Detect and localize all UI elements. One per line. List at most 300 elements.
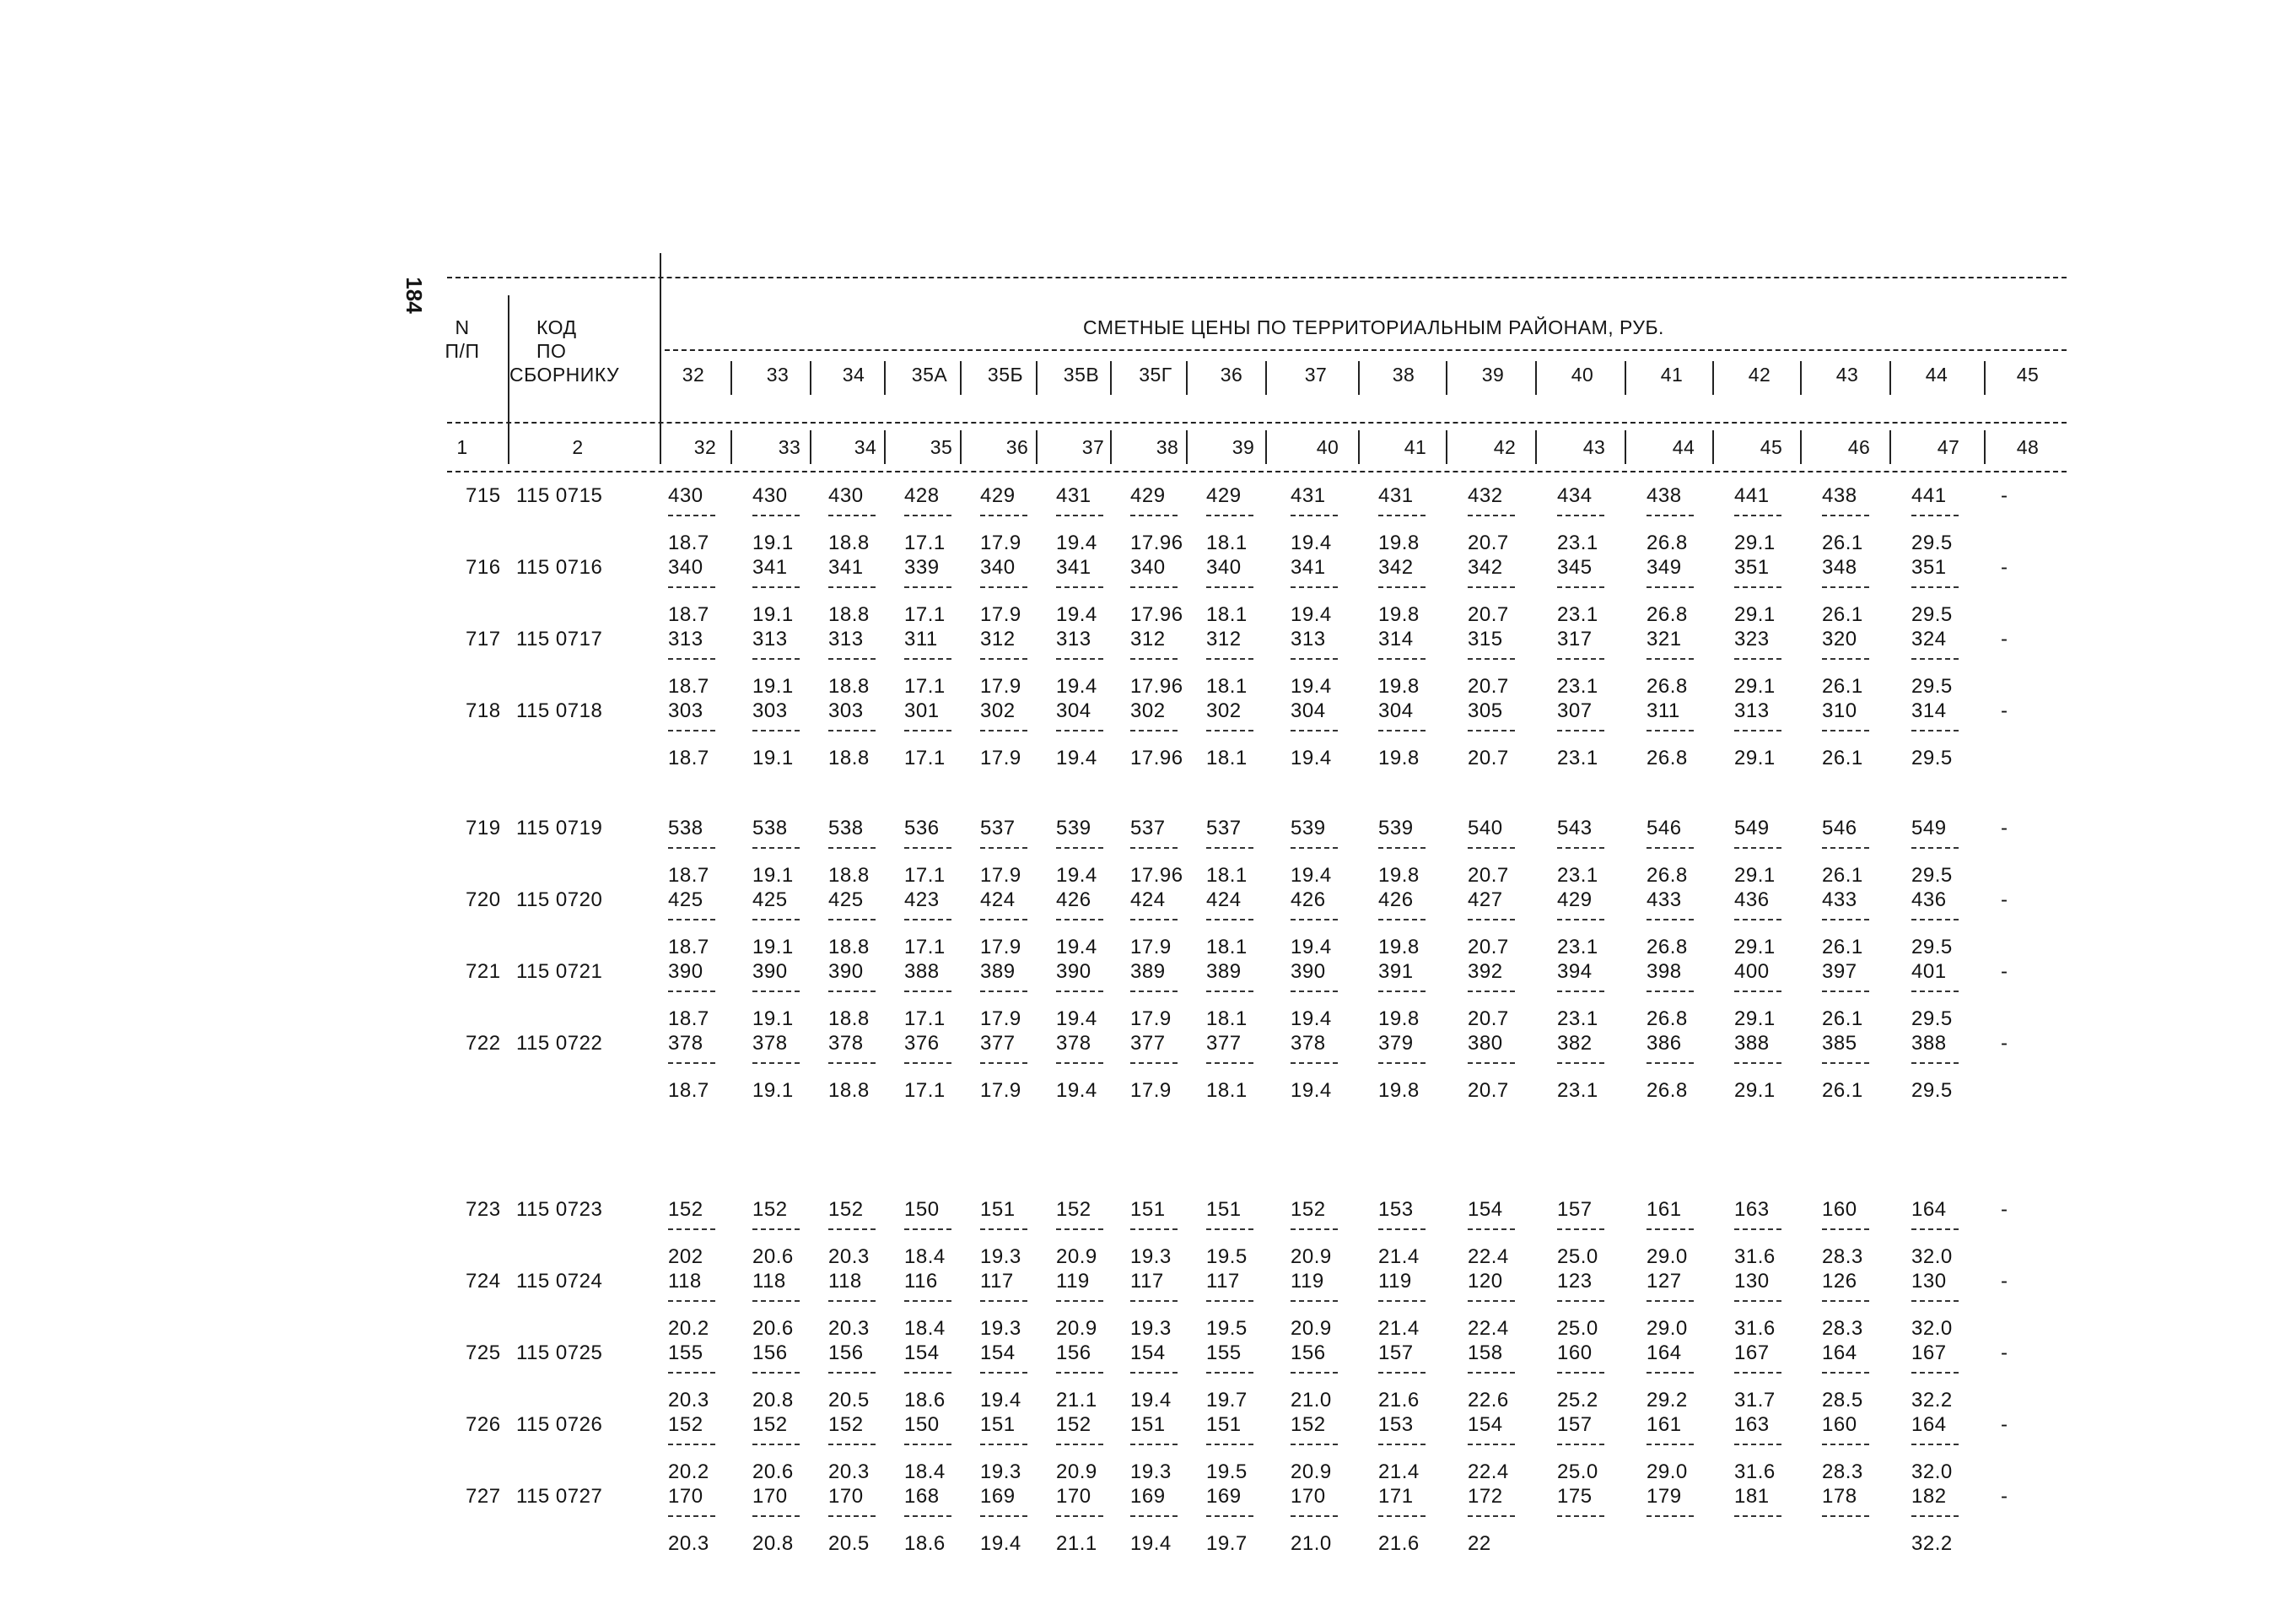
header-vline-region [960, 361, 962, 395]
price-bottom: 17.1 [904, 532, 946, 554]
price-top: 305 [1468, 699, 1503, 722]
price-bottom: 21.6 [1378, 1389, 1420, 1412]
fraction-line [668, 1062, 715, 1064]
region-label: 39 [1481, 364, 1505, 386]
price-top: 388 [1911, 1032, 1947, 1055]
row-number: 720 [466, 888, 501, 911]
price-bottom: 23.1 [1557, 603, 1598, 626]
fraction-line [1822, 586, 1869, 588]
price-top: 324 [1911, 628, 1947, 650]
price-bottom: 20.7 [1468, 864, 1509, 887]
price-top: 158 [1468, 1341, 1503, 1364]
price-bottom: 19.5 [1206, 1460, 1248, 1483]
fraction-line [1206, 730, 1253, 731]
header-vline-region [1535, 361, 1537, 395]
price-bottom: 18.8 [828, 864, 870, 887]
fraction-line [904, 1228, 951, 1230]
price-top: 302 [980, 699, 1016, 722]
price-top: 348 [1822, 556, 1857, 579]
fraction-line [1647, 919, 1694, 920]
price-bottom: 29.0 [1647, 1245, 1688, 1268]
row-number: 717 [466, 628, 501, 650]
price-bottom: 19.3 [980, 1460, 1021, 1483]
price-bottom: 20.2 [668, 1460, 709, 1483]
price-bottom: 22.4 [1468, 1317, 1509, 1340]
fraction-line [980, 919, 1027, 920]
fraction-line [1911, 1372, 1959, 1374]
price-bottom: 19.4 [1130, 1389, 1172, 1412]
price-bottom: 19.1 [752, 936, 794, 958]
fraction-line [1734, 1444, 1781, 1445]
price-bottom: 20.3 [668, 1532, 709, 1555]
header-vline-colnum [1535, 430, 1537, 464]
fraction-line [1911, 847, 1959, 849]
fraction-line [668, 1515, 715, 1517]
price-bottom: 25.0 [1557, 1245, 1598, 1268]
column-number: 42 [1493, 436, 1517, 458]
price-top: 157 [1557, 1198, 1593, 1221]
price-top: 313 [1291, 628, 1326, 650]
price-top: 390 [1291, 960, 1326, 983]
row-number: 716 [466, 556, 501, 579]
price-top: 152 [828, 1413, 864, 1436]
fraction-line [1056, 1300, 1103, 1302]
price-top: 312 [980, 628, 1016, 650]
row-number: 723 [466, 1198, 501, 1221]
price-top: 163 [1734, 1413, 1770, 1436]
price-bottom: 19.3 [1130, 1245, 1172, 1268]
region-label: 32 [682, 364, 705, 386]
price-bottom: 19.4 [1291, 864, 1332, 887]
price-bottom: 26.1 [1822, 864, 1863, 887]
price-bottom: 19.3 [980, 1317, 1021, 1340]
price-bottom: 19.8 [1378, 747, 1420, 769]
fraction-line [1130, 586, 1178, 588]
price-bottom: 202 [668, 1245, 703, 1268]
price-top: 130 [1734, 1270, 1770, 1293]
code-label-sbornik: СБОРНИКУ [509, 364, 620, 386]
fraction-line [1647, 1515, 1694, 1517]
fraction-line [1291, 991, 1338, 992]
fraction-line [1130, 1372, 1178, 1374]
price-top: 321 [1647, 628, 1682, 650]
column-number: 36 [1005, 436, 1029, 458]
price-top: 152 [1291, 1413, 1326, 1436]
fraction-line [980, 586, 1027, 588]
fraction-line [1130, 1228, 1178, 1230]
fraction-line [828, 847, 876, 849]
fraction-line [1378, 919, 1426, 920]
fraction-line [904, 515, 951, 516]
header-vline-colnum [1186, 430, 1188, 464]
fraction-line [1557, 586, 1604, 588]
price-bottom: 20.6 [752, 1245, 794, 1268]
price-top: 157 [1378, 1341, 1414, 1364]
price-top: 323 [1734, 628, 1770, 650]
price-bottom: 19.3 [980, 1245, 1021, 1268]
fraction-line [752, 919, 800, 920]
price-top: 426 [1291, 888, 1326, 911]
header-vline-colnum [1265, 430, 1267, 464]
price-bottom: 23.1 [1557, 864, 1598, 887]
fraction-line [828, 1228, 876, 1230]
price-bottom: 18.7 [668, 936, 709, 958]
price-top: 302 [1206, 699, 1242, 722]
price-bottom: 32.0 [1911, 1460, 1953, 1483]
price-top: 117 [1130, 1270, 1164, 1293]
column-number: 33 [778, 436, 801, 458]
price-top: 126 [1822, 1270, 1857, 1293]
fraction-line [1291, 658, 1338, 660]
fraction-line [980, 730, 1027, 731]
fraction-line [1911, 1515, 1959, 1517]
price-top: 539 [1378, 817, 1414, 839]
price-bottom: 29.1 [1734, 936, 1776, 958]
price-top: 388 [1734, 1032, 1770, 1055]
price-top: 549 [1911, 817, 1947, 839]
price-bottom: 17.9 [1130, 1007, 1172, 1030]
price-bottom: 22.4 [1468, 1245, 1509, 1268]
fraction-line [980, 1372, 1027, 1374]
header-col-rule [447, 422, 2067, 424]
fraction-line [668, 1444, 715, 1445]
price-top: 151 [1130, 1413, 1166, 1436]
price-top: 342 [1468, 556, 1503, 579]
price-bottom: 19.4 [1291, 603, 1332, 626]
price-top: 342 [1378, 556, 1414, 579]
fraction-line [1557, 730, 1604, 731]
row-number: 725 [466, 1341, 501, 1364]
fraction-line [1468, 658, 1515, 660]
price-top: 152 [752, 1413, 788, 1436]
price-top: 434 [1557, 484, 1593, 507]
price-top: 160 [1822, 1198, 1857, 1221]
fraction-line [828, 1300, 876, 1302]
price-bottom: 28.5 [1822, 1389, 1863, 1412]
fraction-line [1378, 1372, 1426, 1374]
price-bottom: 19.5 [1206, 1245, 1248, 1268]
fraction-line [904, 586, 951, 588]
fraction-line [752, 847, 800, 849]
price-bottom: 18.1 [1206, 1007, 1248, 1030]
price-bottom: 29.5 [1911, 936, 1953, 958]
price-bottom: 17.9 [980, 1079, 1021, 1102]
fraction-line [1130, 991, 1178, 992]
price-top: 429 [1206, 484, 1242, 507]
column-number: 45 [1760, 436, 1783, 458]
price-top: 161 [1647, 1198, 1682, 1221]
fraction-line [1468, 515, 1515, 516]
price-bottom: 26.1 [1822, 603, 1863, 626]
price-bottom: 17.9 [980, 1007, 1021, 1030]
region-label: 35А [911, 364, 948, 386]
price-bottom: 17.1 [904, 936, 946, 958]
fraction-line [1291, 1515, 1338, 1517]
fraction-line [1557, 1515, 1604, 1517]
price-bottom: 29.1 [1734, 675, 1776, 698]
fraction-line [828, 919, 876, 920]
price-bottom: 26.8 [1647, 675, 1688, 698]
fraction-line [828, 1062, 876, 1064]
price-top: 401 [1911, 960, 1947, 983]
price-top: 388 [904, 960, 940, 983]
fraction-line [1647, 1372, 1694, 1374]
fraction-line [1206, 1372, 1253, 1374]
price-bottom: 17.9 [1130, 936, 1172, 958]
price-top: 127 [1647, 1270, 1682, 1293]
column-number: 44 [1672, 436, 1695, 458]
price-bottom: 19.8 [1378, 864, 1420, 887]
fraction-line [1468, 1228, 1515, 1230]
price-top: 549 [1734, 817, 1770, 839]
price-top: 154 [904, 1341, 940, 1364]
fraction-line [1130, 515, 1178, 516]
price-bottom: 26.8 [1647, 603, 1688, 626]
column-number: 40 [1316, 436, 1339, 458]
price-top: 538 [828, 817, 864, 839]
price-top: 397 [1822, 960, 1857, 983]
row-code: 115 0721 [516, 960, 603, 983]
price-top: 424 [1130, 888, 1166, 911]
price-bottom: 19.3 [1130, 1317, 1172, 1340]
price-bottom: 19.4 [1056, 747, 1097, 769]
fraction-line [1911, 658, 1959, 660]
fraction-line [904, 991, 951, 992]
fraction-line [1557, 1372, 1604, 1374]
fraction-line [1130, 658, 1178, 660]
price-top: 537 [980, 817, 1016, 839]
price-bottom: 21.1 [1056, 1389, 1097, 1412]
price-bottom: 29.5 [1911, 1007, 1953, 1030]
code-label-po: ПО [536, 340, 567, 362]
column-number: 37 [1081, 436, 1105, 458]
price-bottom: 19.5 [1206, 1317, 1248, 1340]
price-bottom: 23.1 [1557, 747, 1598, 769]
price-bottom: 26.8 [1647, 747, 1688, 769]
fraction-line [1206, 1062, 1253, 1064]
price-top: 181 [1734, 1485, 1770, 1508]
price-bottom: 19.4 [1056, 603, 1097, 626]
price-bottom: 18.6 [904, 1389, 946, 1412]
price-top: 153 [1378, 1413, 1414, 1436]
row-number: 726 [466, 1413, 501, 1436]
column-number: 1 [456, 436, 468, 458]
fraction-line [1378, 730, 1426, 731]
region-label: 41 [1660, 364, 1684, 386]
fraction-line [668, 1300, 715, 1302]
price-bottom: 26.8 [1647, 936, 1688, 958]
num-label-pp: П/П [445, 340, 480, 362]
fraction-line [1647, 847, 1694, 849]
price-top: 307 [1557, 699, 1593, 722]
region-label: 38 [1392, 364, 1415, 386]
price-top: 312 [1130, 628, 1166, 650]
price-top: 424 [1206, 888, 1242, 911]
price-bottom: 29.5 [1911, 675, 1953, 698]
fraction-line [1734, 730, 1781, 731]
fraction-line [668, 515, 715, 516]
region-label: 35Б [987, 364, 1024, 386]
price-top: 441 [1734, 484, 1770, 507]
row-code: 115 0720 [516, 888, 603, 911]
fraction-line [668, 919, 715, 920]
fraction-line [752, 1062, 800, 1064]
price-top: 152 [752, 1198, 788, 1221]
fraction-line [1130, 1444, 1178, 1445]
fraction-line [980, 1515, 1027, 1517]
column-number: 41 [1404, 436, 1427, 458]
fraction-line [1822, 658, 1869, 660]
fraction-line [1468, 730, 1515, 731]
price-top: 302 [1130, 699, 1166, 722]
price-bottom: 18.1 [1206, 603, 1248, 626]
price-top: 315 [1468, 628, 1503, 650]
fraction-line [668, 1228, 715, 1230]
region-label: 43 [1835, 364, 1859, 386]
price-bottom: 18.7 [668, 675, 709, 698]
price-top: 377 [1130, 1032, 1166, 1055]
price-top: 182 [1911, 1485, 1947, 1508]
price-bottom: 20.5 [828, 1532, 870, 1555]
price-bottom: 19.1 [752, 532, 794, 554]
fraction-line [1206, 658, 1253, 660]
price-bottom: 29.2 [1647, 1389, 1688, 1412]
column-number: 2 [572, 436, 584, 458]
price-top: 301 [904, 699, 940, 722]
fraction-line [1734, 658, 1781, 660]
fraction-line [1911, 730, 1959, 731]
price-top: 311 [904, 628, 938, 650]
price-top: 539 [1291, 817, 1326, 839]
fraction-line [1822, 919, 1869, 920]
row-number: 727 [466, 1485, 501, 1508]
price-bottom: 19.7 [1206, 1389, 1248, 1412]
page-number: 184 [402, 277, 427, 314]
price-top: 426 [1378, 888, 1414, 911]
price-bottom: 26.1 [1822, 1079, 1863, 1102]
price-bottom: 19.4 [1130, 1532, 1172, 1555]
price-bottom: 18.7 [668, 1007, 709, 1030]
price-top: 151 [1130, 1198, 1166, 1221]
last-col-dash: - [2001, 1485, 2008, 1508]
fraction-line [1647, 515, 1694, 516]
price-top: 155 [1206, 1341, 1242, 1364]
price-bottom: 23.1 [1557, 1079, 1598, 1102]
fraction-line [1557, 1300, 1604, 1302]
header-vline-region [1625, 361, 1626, 395]
price-bottom: 21.1 [1056, 1532, 1097, 1555]
price-bottom: 20.9 [1291, 1460, 1332, 1483]
header-vline-code [660, 253, 661, 464]
price-bottom: 18.4 [904, 1460, 946, 1483]
fraction-line [904, 1444, 951, 1445]
price-top: 546 [1822, 817, 1857, 839]
price-bottom: 19.4 [1056, 675, 1097, 698]
price-bottom: 20.7 [1468, 936, 1509, 958]
row-number: 722 [466, 1032, 501, 1055]
price-bottom: 26.8 [1647, 532, 1688, 554]
price-top: 340 [668, 556, 703, 579]
header-vline-region [1984, 361, 1986, 395]
header-vline-region [1186, 361, 1188, 395]
price-bottom: 25.0 [1557, 1317, 1598, 1340]
header-vline-colnum [1625, 430, 1626, 464]
price-top: 382 [1557, 1032, 1593, 1055]
price-bottom: 22.6 [1468, 1389, 1509, 1412]
fraction-line [1056, 991, 1103, 992]
price-top: 156 [1056, 1341, 1091, 1364]
price-top: 432 [1468, 484, 1503, 507]
price-top: 169 [980, 1485, 1016, 1508]
price-bottom: 20.7 [1468, 532, 1509, 554]
price-bottom: 18.4 [904, 1245, 946, 1268]
fraction-line [1911, 1444, 1959, 1445]
header-vline-region [810, 361, 811, 395]
row-code: 115 0723 [516, 1198, 603, 1221]
fraction-line [1911, 515, 1959, 516]
price-bottom: 20.2 [668, 1317, 709, 1340]
header-vline-colnum [1984, 430, 1986, 464]
fraction-line [1468, 1372, 1515, 1374]
price-top: 168 [904, 1485, 940, 1508]
price-top: 151 [980, 1198, 1016, 1221]
fraction-line [1130, 1515, 1178, 1517]
price-top: 546 [1647, 817, 1682, 839]
main-title: СМЕТНЫЕ ЦЕНЫ ПО ТЕРРИТОРИАЛЬНЫМ РАЙОНАМ, РУБ. [1083, 316, 1664, 338]
price-bottom: 18.8 [828, 1007, 870, 1030]
fraction-line [668, 658, 715, 660]
fraction-line [752, 515, 800, 516]
region-label: 36 [1220, 364, 1243, 386]
price-top: 170 [1291, 1485, 1326, 1508]
price-bottom: 18.1 [1206, 1079, 1248, 1102]
price-top: 171 [1378, 1485, 1414, 1508]
price-bottom: 17.9 [980, 864, 1021, 887]
price-top: 119 [1378, 1270, 1412, 1293]
fraction-line [668, 1372, 715, 1374]
price-bottom: 31.6 [1734, 1245, 1776, 1268]
row-code: 115 0718 [516, 699, 603, 722]
price-top: 379 [1378, 1032, 1414, 1055]
price-top: 169 [1206, 1485, 1242, 1508]
price-top: 304 [1291, 699, 1326, 722]
price-top: 152 [1291, 1198, 1326, 1221]
price-top: 303 [668, 699, 703, 722]
price-top: 118 [752, 1270, 786, 1293]
price-bottom: 18.8 [828, 747, 870, 769]
price-bottom: 32.0 [1911, 1245, 1953, 1268]
fraction-line [1378, 1515, 1426, 1517]
price-bottom: 29.5 [1911, 864, 1953, 887]
price-top: 303 [828, 699, 864, 722]
fraction-line [1206, 991, 1253, 992]
price-bottom: 19.4 [980, 1532, 1021, 1555]
price-top: 312 [1206, 628, 1242, 650]
price-bottom: 18.1 [1206, 532, 1248, 554]
price-top: 536 [904, 817, 940, 839]
price-bottom: 20.5 [828, 1389, 870, 1412]
price-top: 431 [1291, 484, 1326, 507]
price-bottom: 19.4 [1056, 1079, 1097, 1102]
fraction-line [1734, 919, 1781, 920]
price-top: 152 [828, 1198, 864, 1221]
price-bottom: 19.8 [1378, 603, 1420, 626]
fraction-line [1734, 991, 1781, 992]
price-bottom: 19.1 [752, 1079, 794, 1102]
price-bottom: 29.1 [1734, 1079, 1776, 1102]
price-top: 156 [828, 1341, 864, 1364]
fraction-line [1822, 1515, 1869, 1517]
